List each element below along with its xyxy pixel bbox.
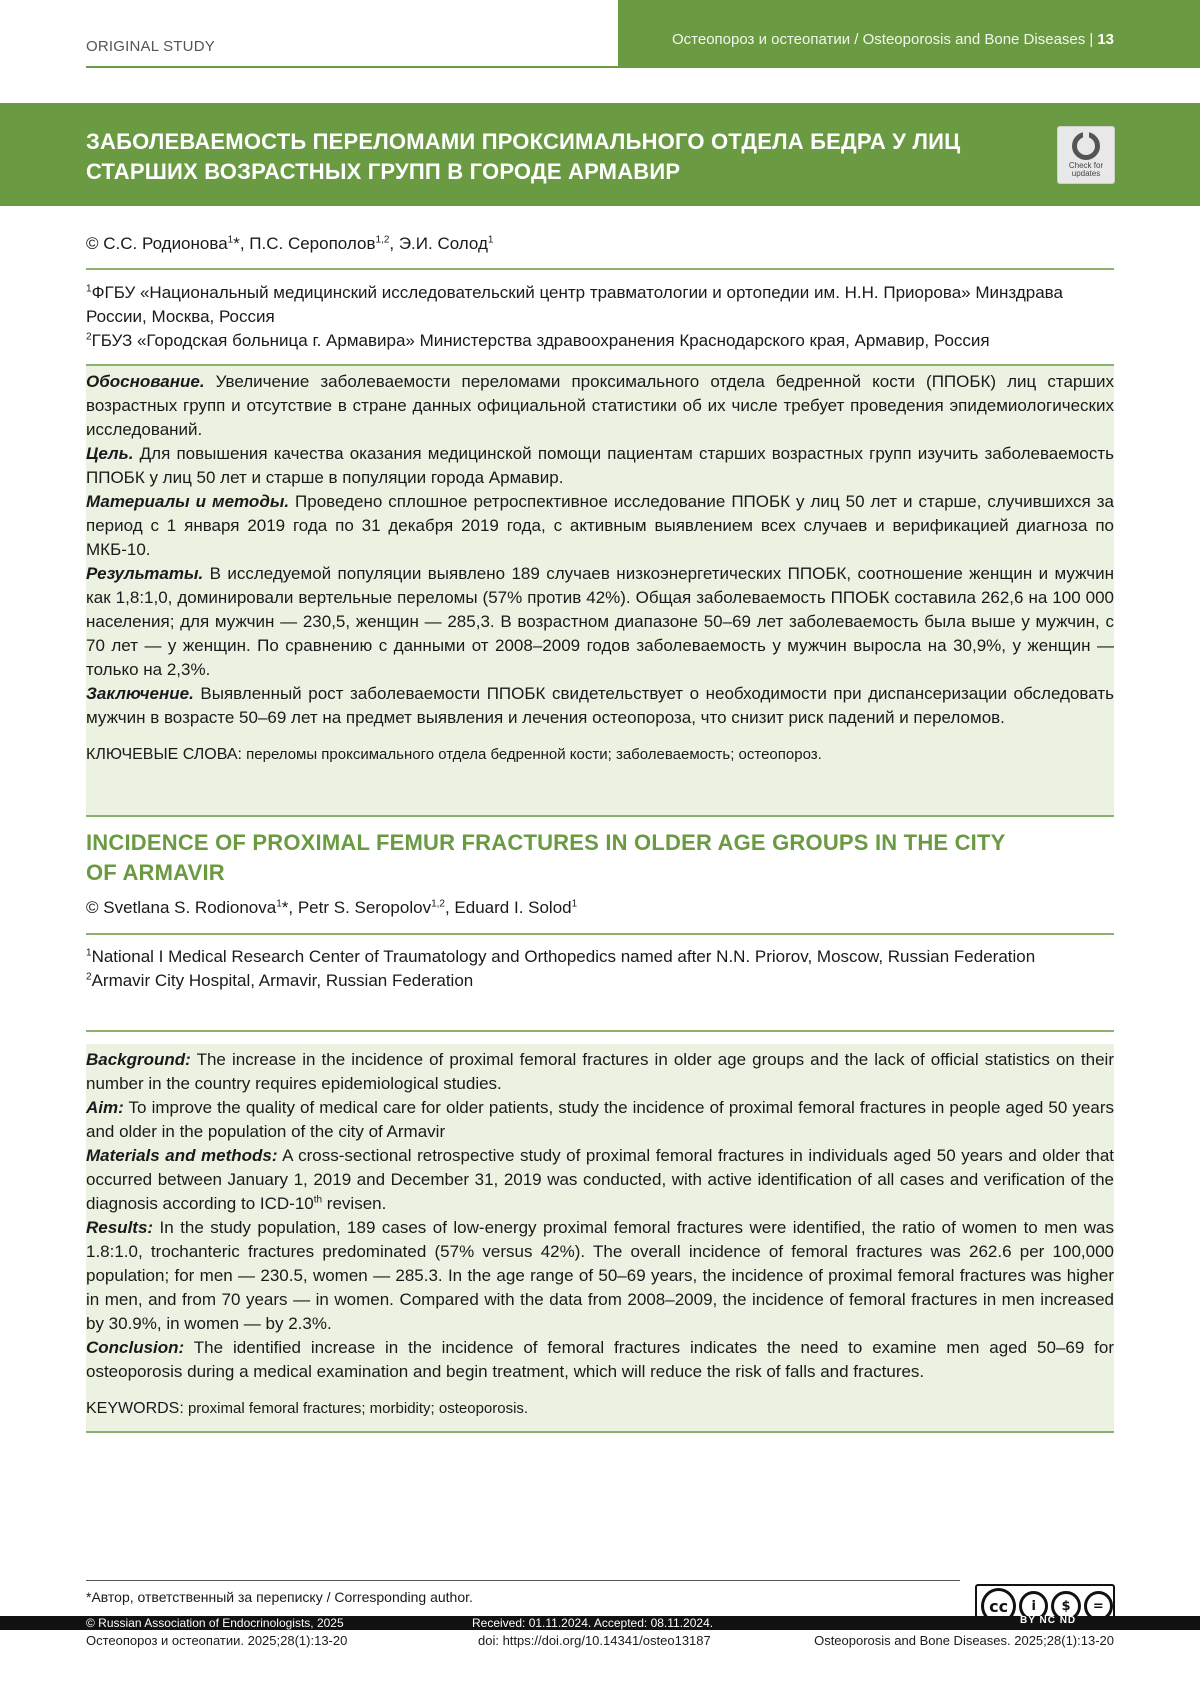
ru-author-2-sup: 1,2 [375, 234, 390, 246]
en-affiliation-2 [86, 969, 1114, 993]
en-methods [86, 1144, 1114, 1216]
en-aim-label: Aim: [86, 1098, 124, 1117]
ru-author-3: , Э.И. Солод [389, 234, 488, 253]
ru-author-2: *, П.С. Серополов [233, 234, 376, 253]
ru-keywords-label: КЛЮЧЕВЫЕ СЛОВА: [86, 746, 242, 763]
divider [86, 933, 1114, 935]
ru-author-3-sup: 1 [487, 234, 494, 246]
doi-link[interactable]: doi: https://doi.org/10.14341/osteo13187 [478, 1633, 711, 1648]
en-affil2-sup: 2 [86, 971, 92, 983]
en-affil2-text: Armavir City Hospital, Armavir, Russian Federation [91, 971, 474, 990]
ru-keywords-text: переломы проксимального отдела бедренной кости; заболеваемость; остеопороз. [241, 746, 822, 763]
check-updates-icon [1072, 132, 1100, 160]
en-conclusion-text: The identified increase in the incidence of femoral fractures indicates the need to examine men aged 50–69 for osteoporosis during a medical examination and begin treatment, which will reduce the risk of falls and fractures. [86, 1338, 1114, 1381]
en-keywords-text: proximal femoral fractures; morbidity; osteoporosis. [183, 1400, 529, 1417]
ru-authors [86, 232, 1114, 256]
ru-affil2-sup: 2 [86, 331, 92, 343]
header-rule [86, 66, 618, 68]
en-affiliations [86, 945, 1114, 993]
citation-ru: Остеопороз и остеопатии. 2025;28(1):13-20 [86, 1633, 348, 1648]
en-title: INCIDENCE OF PROXIMAL FEMUR FRACTURES IN OLDER AGE GROUPS IN THE CITY OF ARMAVIR [86, 830, 1006, 885]
ru-title: ЗАБОЛЕВАЕМОСТЬ ПЕРЕЛОМАМИ ПРОКСИМАЛЬНОГО ОТДЕЛА БЕДРА У ЛИЦ СТАРШИХ ВОЗРАСТНЫХ ГРУПП В ГОРОДЕ АРМАВИР [86, 129, 961, 184]
en-abstract [86, 1044, 1114, 1431]
check-updates-text [1069, 162, 1103, 178]
ru-methods-text: Проведено сплошное ретроспективное исследование ППОБК у лиц 50 лет и старше, случившихся за период с 1 января 2019 года по 31 декабря 2019 года, с активным выявлением всех случаев и верификацией диагноза по МКБ-10. [86, 492, 1114, 559]
journal-header [618, 0, 1200, 68]
ru-conclusion-text: Выявленный рост заболеваемости ППОБК свидетельствует о необходимости при диспансеризации обследовать мужчин в возрасте 50–69 лет на предмет выявления и лечения остеопороза, что снизит риск падений и переломов. [86, 684, 1114, 727]
ru-results-text: В исследуемой популяции выявлено 189 случаев низкоэнергетических ППОБК, соотношение женщин и мужчин как 1,8:1,0, доминировали вертельные переломы (57% против 42%). Общая заболеваемость ППОБК составила 262,6 на 100 000 населения; для мужчин — 230,5, женщин — 285,3. В возрастном диапазоне 50–69 лет заболеваемость была выше у мужчин, с 70 лет — у женщин. По сравнению с данными от 2008–2009 годов заболеваемость у мужчин выросла на 30,9%, у женщин — только на 2,3%. [86, 564, 1114, 679]
en-conclusion [86, 1336, 1114, 1384]
ru-aim [86, 442, 1114, 490]
ru-aim-label: Цель. [86, 444, 134, 463]
en-author-1-sup: 1 [276, 898, 282, 910]
en-background-text: The increase in the incidence of proximal femoral fractures in older age groups and the lack of official statistics on their number in the country requires epidemiological studies. [86, 1050, 1114, 1093]
ru-keywords [86, 744, 1114, 774]
ru-conclusion-label: Заключение. [86, 684, 194, 703]
received-accepted-dates: Received: 01.11.2024. Accepted: 08.11.2024. [472, 1616, 714, 1630]
en-authors [86, 896, 1114, 920]
en-results-text: In the study population, 189 cases of low-energy proximal femoral fractures were identified, the ratio of women to men was 1.8:1.0, trochanteric fractures predominated (57% versus 42%). The overall incidence of femoral fractures was 262.6 per 100,000 population; for men — 230.5, women — 285.3. In the age range of 50–69 years, the incidence of proximal femoral fractures was higher in men, and from 70 years — in women. Compared with the data from 2008–2009, the incidence of femoral fractures in men increased by 30.9%, in women — by 2.3%. [86, 1218, 1114, 1333]
check-updates-line1: Check for [1068, 161, 1104, 170]
divider [86, 1431, 1114, 1433]
ru-author-1: © С.С. Родионова [86, 234, 228, 253]
ru-aim-text: Для повышения качества оказания медицинской помощи пациентам старших возрастных групп изучить заболеваемость ППОБК у лиц 50 лет и старше в популяции города Армавир. [86, 444, 1114, 487]
en-results [86, 1216, 1114, 1336]
ru-author-1-sup: 1 [227, 234, 234, 246]
ru-background-text: Увеличение заболеваемости переломами проксимального отдела бедренной кости (ППОБК) лиц старших возрастных групп и отсутствие в стране данных официальной статистики об их числе требует проведения эпидемиологических исследований. [86, 372, 1114, 439]
ru-results-label: Результаты. [86, 564, 204, 583]
divider [86, 268, 1114, 270]
nc-icon: $ [1051, 1591, 1080, 1621]
ru-affiliations [86, 281, 1114, 353]
en-methods-sup: th [313, 1194, 323, 1206]
ru-background-label: Обоснование. [86, 372, 205, 391]
check-for-updates-badge[interactable] [1057, 126, 1115, 184]
ru-affil1-text: ФГБУ «Национальный медицинский исследовательский центр травматологии и ортопедии им. Н.Н. Приорова» Минздрава России, Москва, Россия [86, 283, 1063, 326]
ru-affiliation-2 [86, 329, 1114, 353]
ru-methods [86, 490, 1114, 562]
ru-conclusion [86, 682, 1114, 730]
nd-icon: = [1084, 1591, 1113, 1621]
check-updates-line2: updates [1071, 169, 1101, 178]
en-methods-label: Materials and methods: [86, 1146, 278, 1165]
citation-en: Osteoporosis and Bone Diseases. 2025;28(1):13-20 [814, 1633, 1114, 1648]
en-methods-text: A cross-sectional retrospective study of proximal femoral fractures in individuals aged 50 years and older that occurred between January 1, 2019 and December 31, 2019 was conducted, with active identification of all cases and verification of the diagnosis according to ICD-10 [86, 1146, 1115, 1213]
by-icon: i [1019, 1591, 1048, 1621]
divider [86, 1030, 1114, 1032]
cc-license-labels: BY NC ND [1020, 1615, 1077, 1626]
ru-affil1-sup: 1 [86, 283, 92, 295]
cc-icon: cc [981, 1588, 1016, 1624]
en-aim [86, 1096, 1114, 1144]
en-conclusion-label: Conclusion: [86, 1338, 185, 1357]
ru-background [86, 370, 1114, 442]
corresponding-author-note: *Автор, ответственный за переписку / Corresponding author. [86, 1589, 473, 1605]
ru-results [86, 562, 1114, 682]
en-keywords-label: KEYWORDS: [86, 1400, 184, 1417]
en-author-2-sup: 1,2 [431, 898, 445, 910]
copyright: © Russian Association of Endocrinologists, 2025 [86, 1616, 344, 1630]
section-label: ORIGINAL STUDY [86, 38, 215, 55]
en-background-label: Background: [86, 1050, 191, 1069]
ru-methods-label: Материалы и методы. [86, 492, 290, 511]
en-keywords [86, 1398, 1114, 1428]
en-methods-text-end: revisen. [322, 1194, 387, 1213]
en-author-2: *, Petr S. Seropolov [281, 898, 432, 917]
ru-affiliation-1 [86, 281, 1114, 329]
en-affiliation-1 [86, 945, 1114, 969]
en-results-label: Results: [86, 1218, 154, 1237]
journal-name: Остеопороз и остеопатии / Osteoporosis and Bone Diseases | [672, 30, 1094, 48]
divider [86, 815, 1114, 817]
en-affil1-sup: 1 [86, 947, 92, 959]
en-background [86, 1048, 1114, 1096]
en-affil1-text: National I Medical Research Center of Traumatology and Orthopedics named after N.N. Priorov, Moscow, Russian Federation [91, 947, 1036, 966]
en-author-3: , Eduard I. Solod [444, 898, 572, 917]
footnote-rule [86, 1580, 960, 1581]
en-aim-text: To improve the quality of medical care for older patients, study the incidence of proximal femoral fractures in people aged 50 years and older in the population of the city of Armavir [86, 1098, 1114, 1141]
page-number: 13 [1097, 30, 1114, 48]
en-author-1: © Svetlana S. Rodionova [86, 898, 277, 917]
ru-affil2-text: ГБУЗ «Городская больница г. Армавира» Министерства здравоохранения Краснодарского края, Армавир, Россия [91, 331, 990, 350]
en-author-3-sup: 1 [571, 898, 578, 910]
title-band [0, 103, 1200, 206]
ru-abstract [86, 366, 1114, 815]
